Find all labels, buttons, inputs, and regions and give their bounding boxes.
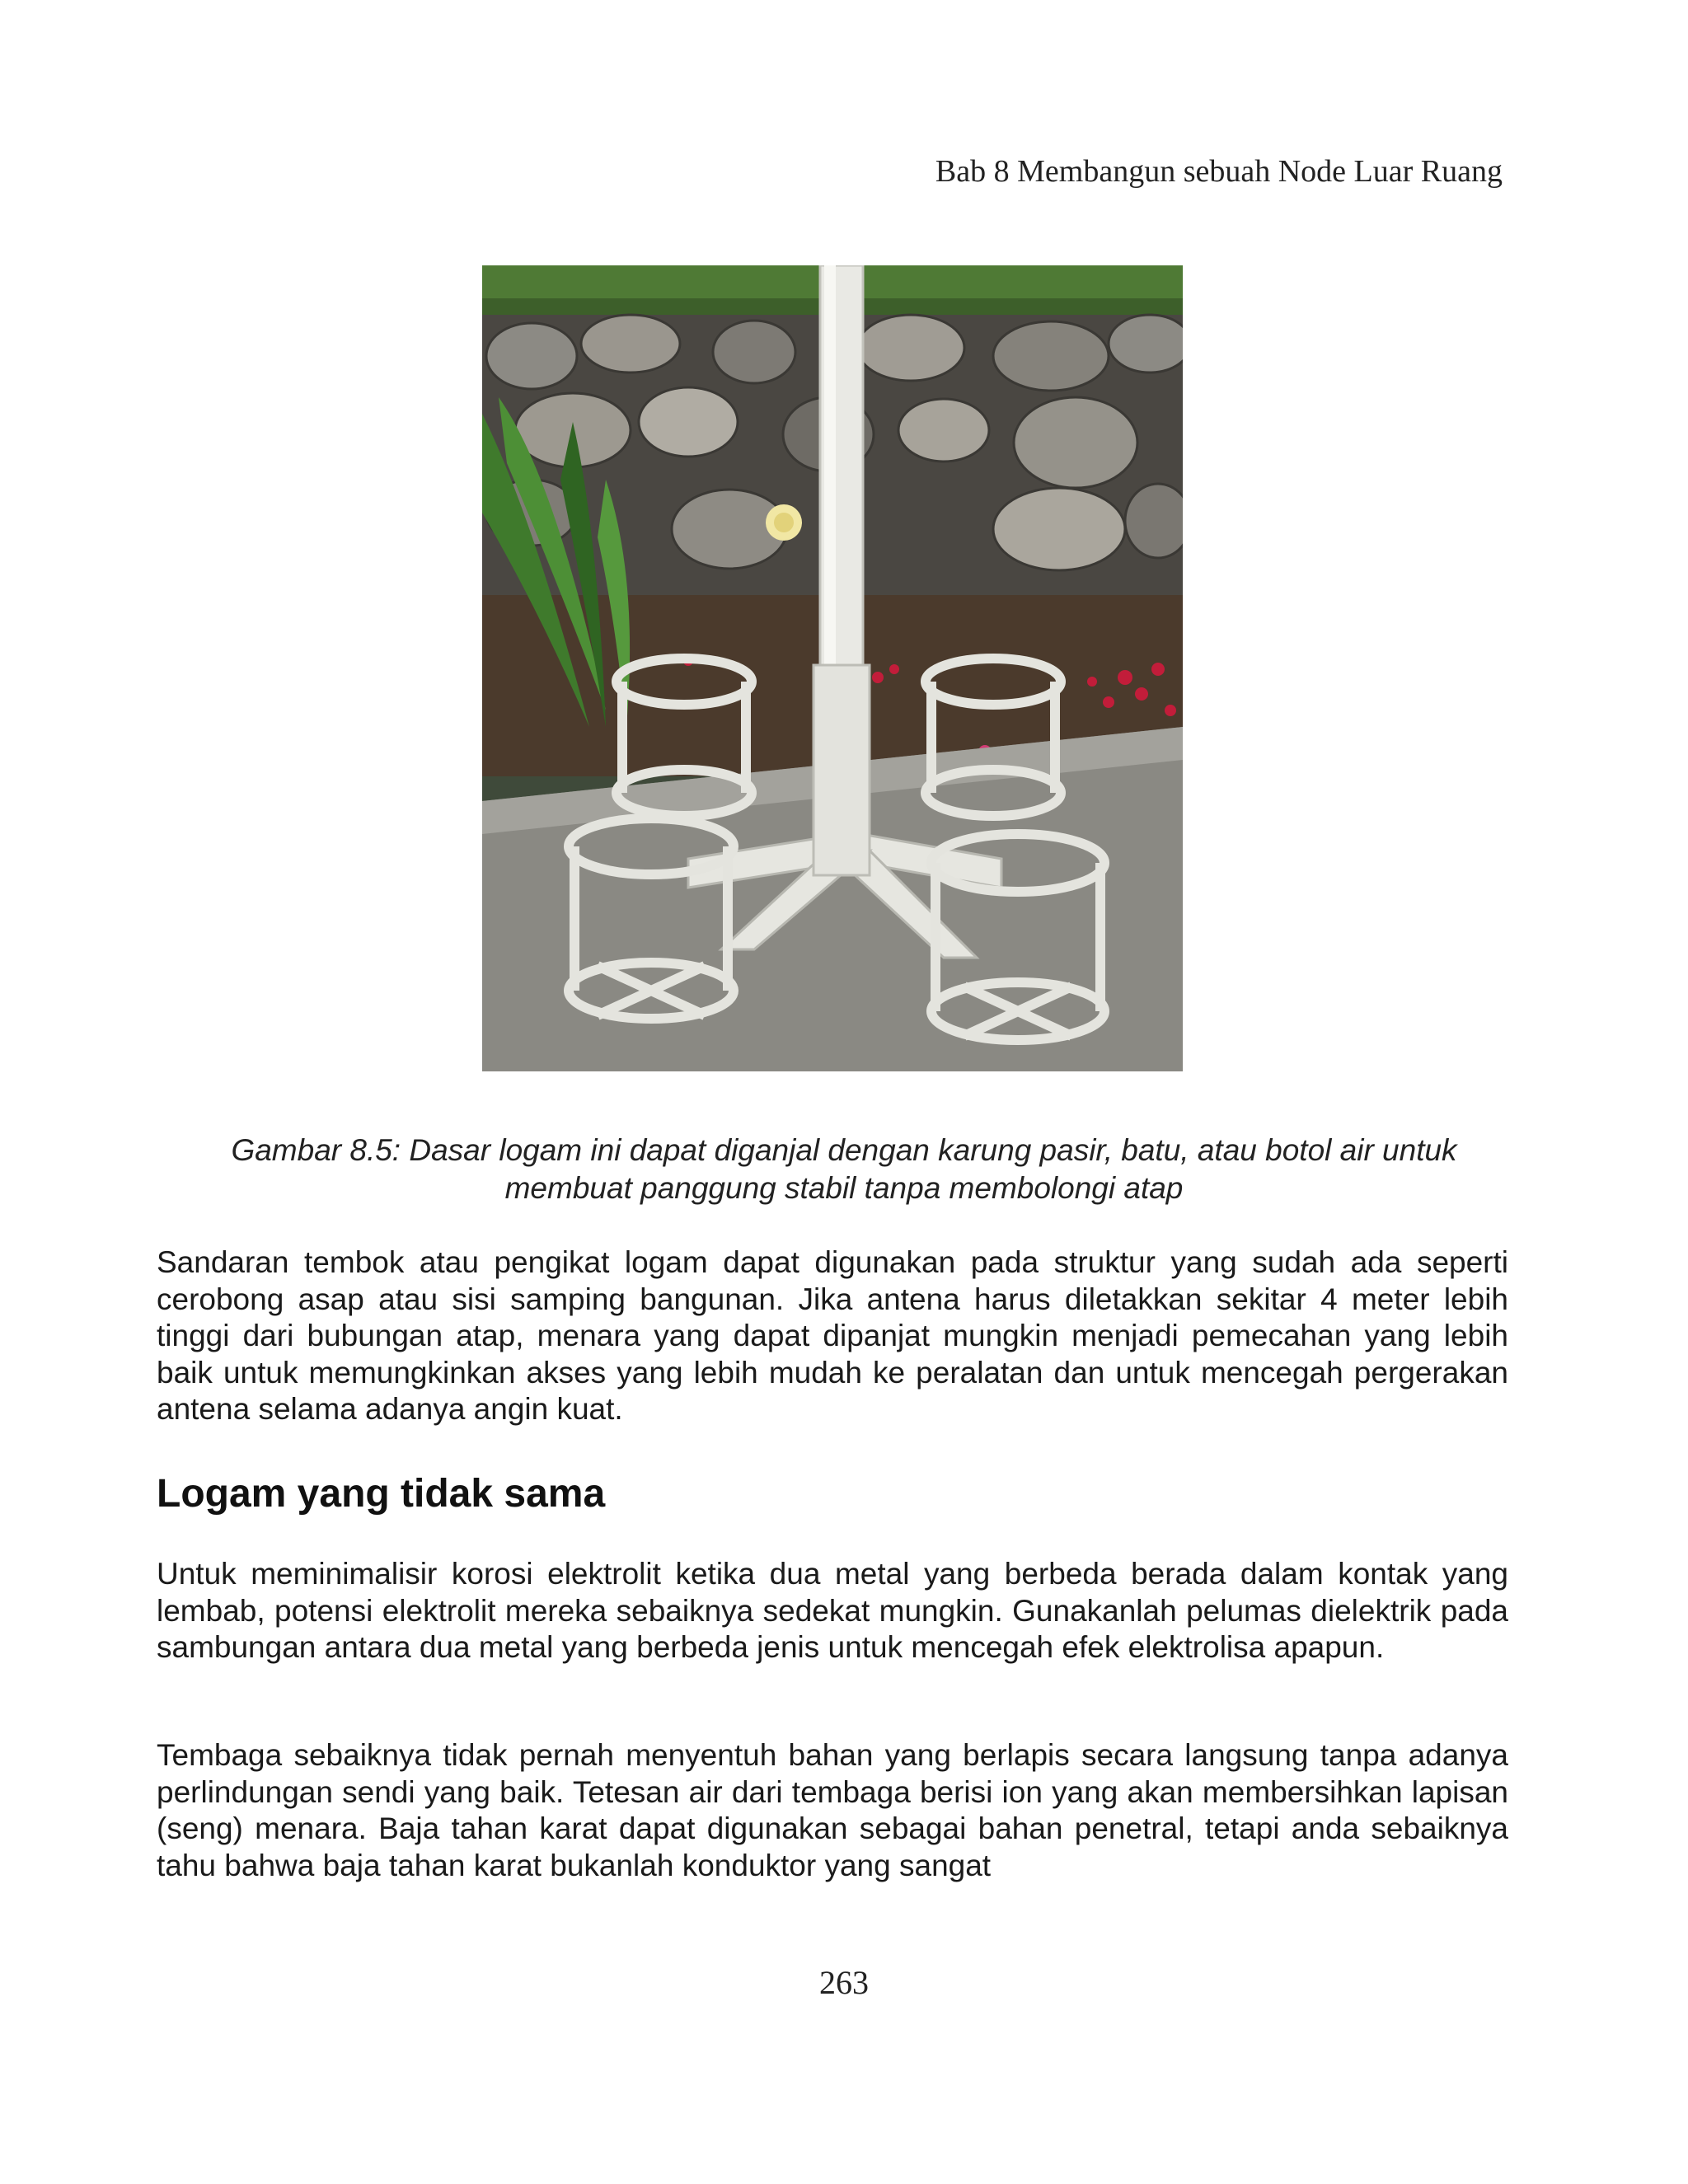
body-paragraph-2: Untuk meminimalisir korosi elektrolit ketika dua metal yang berbeda berada dalam kontak yang lembab, potensi elektrolit mereka sebaiknya sedekat mungkin. Gunakanlah pelumas dielektrik pada sambungan antara dua metal yang berbeda jenis untuk mencegah efek elektrolisa apapun. xyxy=(157,1557,1508,1664)
page-number: 263 xyxy=(819,1964,869,2001)
running-header: Bab 8 Membangun sebuah Node Luar Ruang xyxy=(935,154,1503,189)
figure-caption xyxy=(157,1132,1531,1207)
figure-caption-line-2: membuat panggung stabil tanpa membolongi atap xyxy=(504,1171,1184,1205)
body-paragraph-1: Sandaran tembok atau pengikat logam dapat digunakan pada struktur yang sudah ada seperti cerobong asap atau sisi samping bangunan. Jika antena harus diletakkan sekitar 4 meter lebih tinggi dari bubungan atap, menara yang dapat dipanjat mungkin menjadi pemecahan yang lebih baik untuk memungkinkan akses yang lebih mudah ke peralatan dan untuk mencegah pergerakan antena selama adanya angin kuat. xyxy=(157,1245,1508,1426)
figure-photo-metal-base xyxy=(482,265,1183,1071)
body-paragraph-3: Tembaga sebaiknya tidak pernah menyentuh bahan yang berlapis secara langsung tanpa adanya perlindungan sendi yang baik. Tetesan air dari tembaga berisi ion yang akan membersihkan lapisan (seng) menara. Baja tahan karat dapat digunakan sebagai bahan penetral, tetapi anda sebaiknya tahu bahwa baja tahan karat bukanlah konduktor yang sangat xyxy=(157,1738,1508,1882)
figure-caption-line-1: Gambar 8.5: Dasar logam ini dapat diganjal dengan karung pasir, batu, atau botol air untuk xyxy=(231,1133,1457,1167)
section-heading: Logam yang tidak sama xyxy=(157,1472,606,1516)
